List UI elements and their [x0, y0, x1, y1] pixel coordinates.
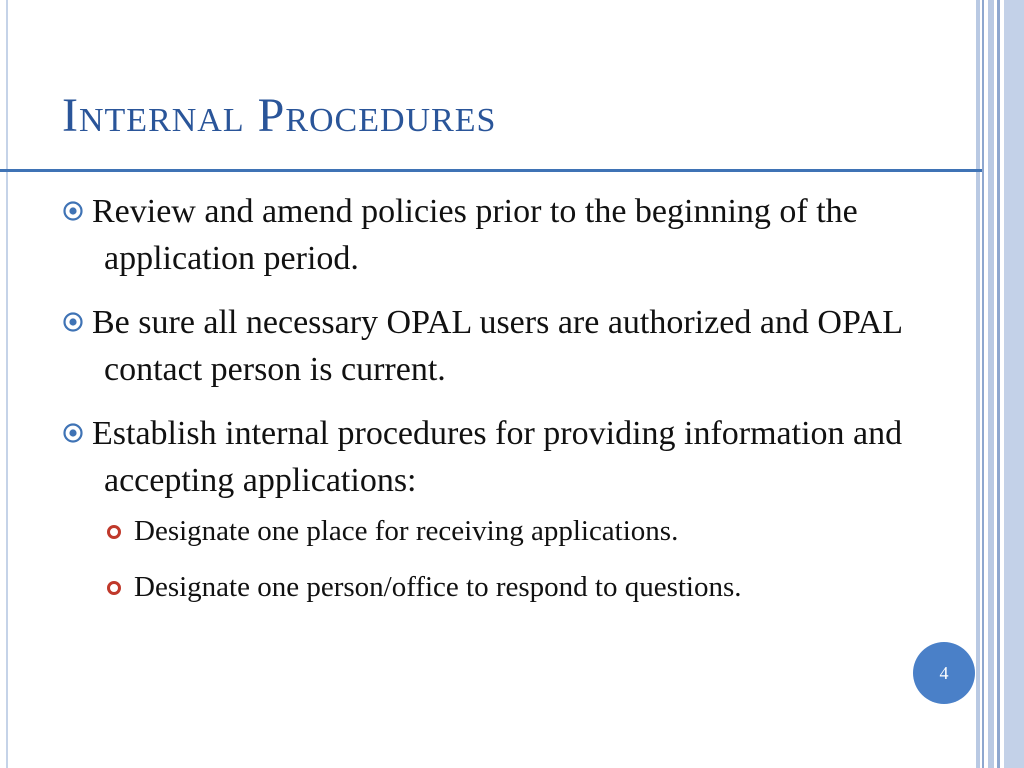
ring-bullet-icon [106, 580, 122, 596]
bullet-item [62, 410, 942, 504]
slide-title: Internal Procedures [62, 89, 497, 142]
bullet-text: Establish internal procedures for providing information and accepting applications: [92, 415, 903, 499]
sub-bullet-text: Designate one person/office to respond to questions. [134, 571, 742, 603]
bullet-text: Review and amend policies prior to the beginning of the application period. [92, 193, 858, 277]
bullet-item [62, 299, 942, 393]
stripe [1004, 0, 1024, 768]
circled-dot-icon [62, 200, 84, 222]
page-number-badge [913, 642, 975, 704]
title-underline-rule [0, 169, 982, 172]
sub-bullet-item [62, 512, 942, 550]
circled-dot-icon [62, 311, 84, 333]
ring-bullet-icon [106, 524, 122, 540]
stripe [982, 0, 984, 768]
circled-dot-icon [62, 422, 84, 444]
bullet-list [62, 188, 942, 624]
bullet-item [62, 188, 942, 282]
sub-bullet-list [62, 512, 942, 606]
right-decorative-stripes [976, 0, 1024, 768]
sub-bullet-item [62, 568, 942, 606]
sub-bullet-text: Designate one place for receiving applications. [134, 515, 679, 547]
stripe [988, 0, 994, 768]
stripe [976, 0, 980, 768]
left-border-line [6, 0, 8, 768]
bullet-text: Be sure all necessary OPAL users are authorized and OPAL contact person is current. [92, 304, 902, 388]
page-number: 4 [939, 662, 949, 683]
stripe [997, 0, 1000, 768]
